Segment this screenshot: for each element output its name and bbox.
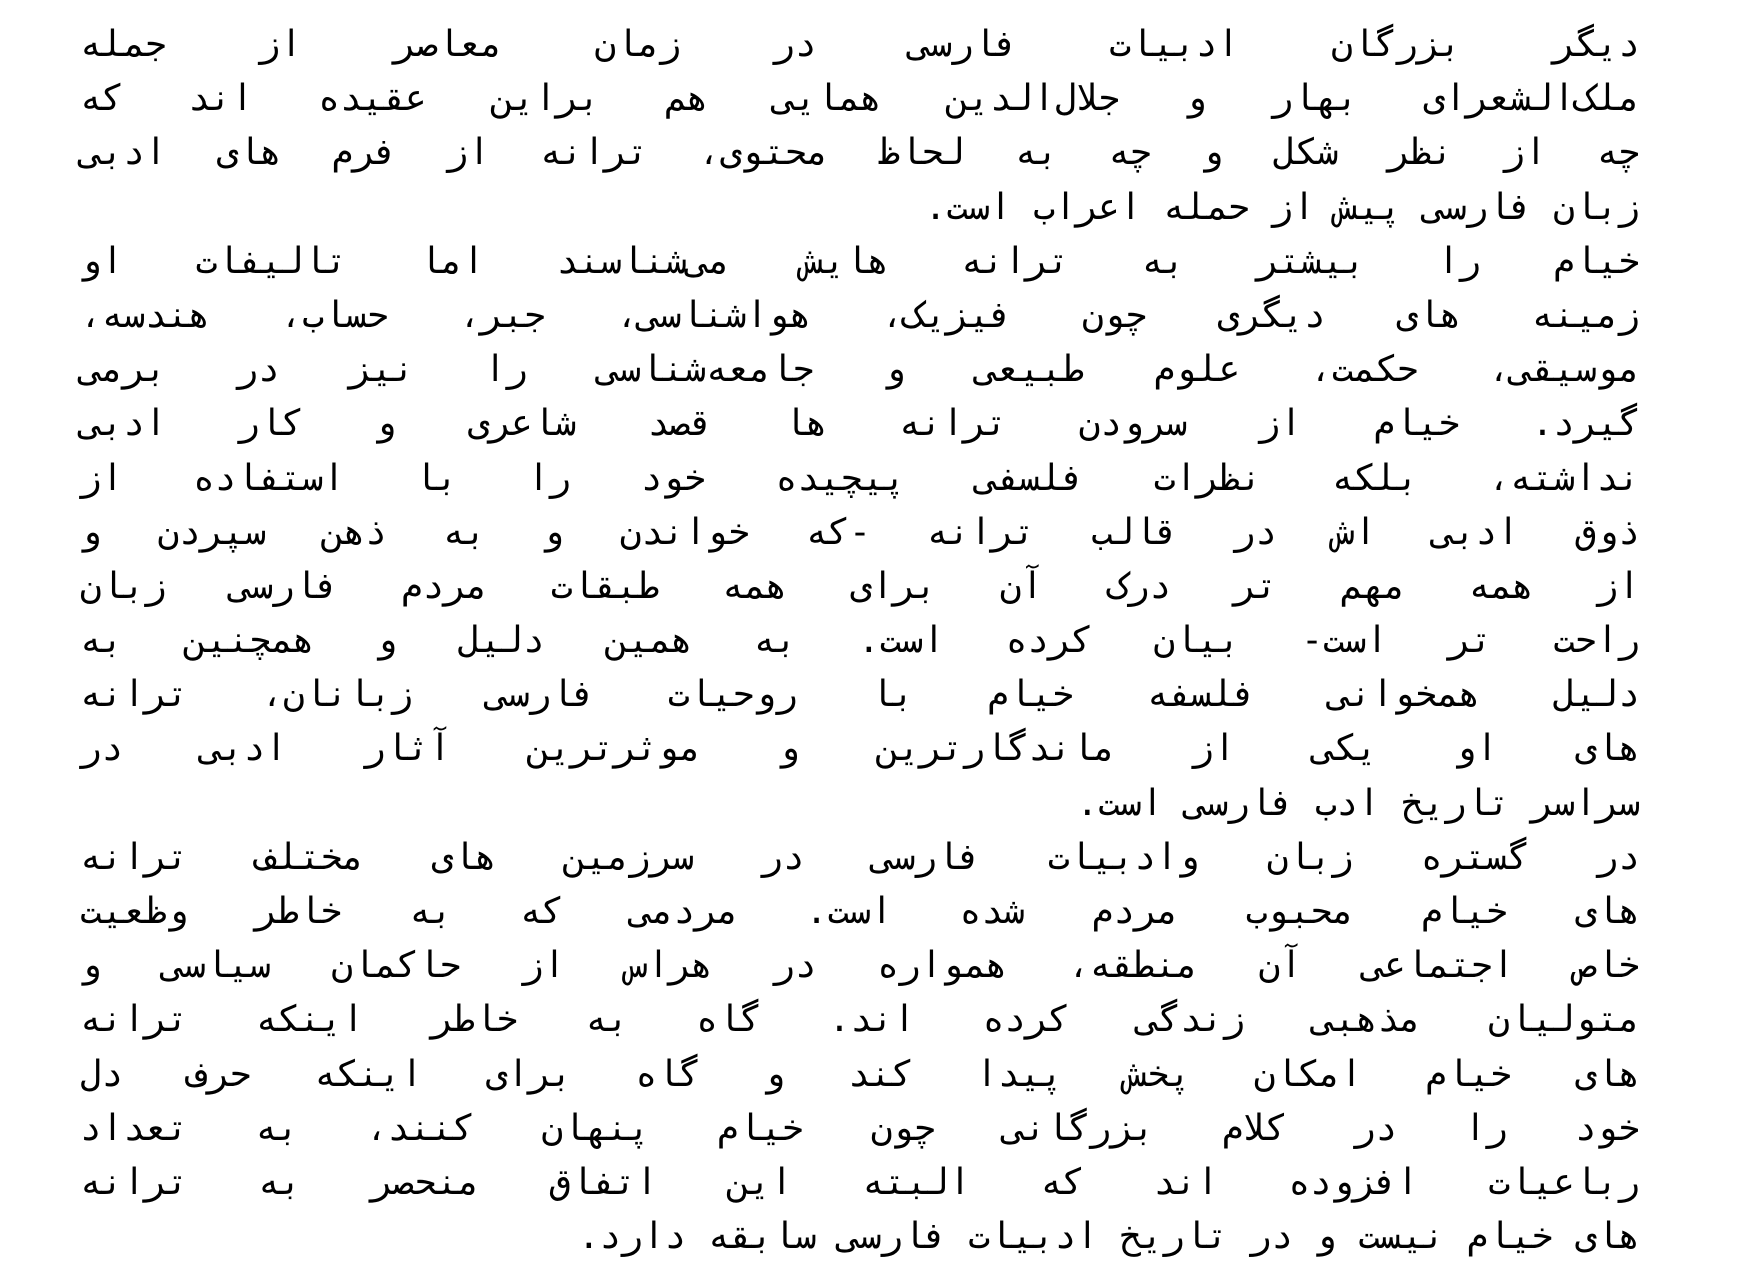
text-line: موسیقی، حکمت، علوم طبیعی و جامعه‌شناسی را نیز در برمی xyxy=(80,349,1640,391)
text-line: خاص اجتماعی آن منطقه، همواره در هراس از حاکمان سیاسی و xyxy=(80,945,1640,987)
text-line: گیرد. خیام از سرودن ترانه ها قصد شاعری و کار ادبی xyxy=(80,403,1640,445)
text-line: های او یکی از ماندگارترین و موثرترین آثار ادبی در xyxy=(80,728,1640,770)
text-line: ذوق ادبی اش در قالب ترانه -که خواندن و به ذهن سپردن و xyxy=(80,511,1640,553)
text-line: متولیان مذهبی زندگی کرده اند. گاه به خاطر اینکه ترانه xyxy=(80,999,1640,1041)
paragraph-2 xyxy=(80,235,1640,831)
text-line: زبان فارسی پیش از حمله اعراب است. xyxy=(924,186,1640,228)
text-line: زمینه های دیگری چون فیزیک، هواشناسی، جبر، حساب، هندسه، xyxy=(80,294,1640,336)
text-line: در گستره زبان وادبیات فارسی در سرزمین های مختلف ترانه xyxy=(80,836,1640,878)
text-line: های خیام نیست و در تاریخ ادبیات فارسی سابقه دارد. xyxy=(577,1216,1640,1258)
document-page xyxy=(80,18,1640,1268)
text-line: خود را در کلام بزرگانی چون خیام پنهان کنند، به تعداد xyxy=(80,1107,1640,1149)
text-line: سراسر تاریخ ادب فارسی است. xyxy=(1076,782,1640,824)
text-line: چه از نظر شکل و چه به لحاظ محتوی، ترانه از فرم های ادبی xyxy=(80,132,1640,174)
paragraph-1 xyxy=(80,18,1640,235)
paragraph-3 xyxy=(80,831,1640,1265)
text-line: خیام را بیشتر به ترانه هایش می‌شناسند اما تالیفات او xyxy=(80,240,1640,282)
text-line: نداشته، بلکه نظرات فلسفی پیچیده خود را با استفاده از xyxy=(80,457,1640,499)
text-line: از همه مهم تر درک آن برای همه طبقات مردم فارسی زبان xyxy=(80,565,1640,607)
text-line: ملک‌الشعرای بهار و جلال‌الدین همایی هم براین عقیده اند که xyxy=(80,78,1640,120)
text-line: راحت تر است- بیان کرده است. به همین دلیل و همچنین به xyxy=(80,620,1640,662)
text-line: دلیل همخوانی فلسفه خیام با روحیات فارسی زبانان، ترانه xyxy=(80,674,1640,716)
text-line: رباعیات افزوده اند که البته این اتفاق منحصر به ترانه xyxy=(80,1161,1640,1203)
text-line: های خیام امکان پخش پیدا کند و گاه برای اینکه حرف دل xyxy=(80,1053,1640,1095)
text-line: دیگر بزرگان ادبیات فارسی در زمان معاصر از جمله xyxy=(80,24,1640,65)
text-line: های خیام محبوب مردم شده است. مردمی که به خاطر وظعیت xyxy=(80,891,1640,932)
